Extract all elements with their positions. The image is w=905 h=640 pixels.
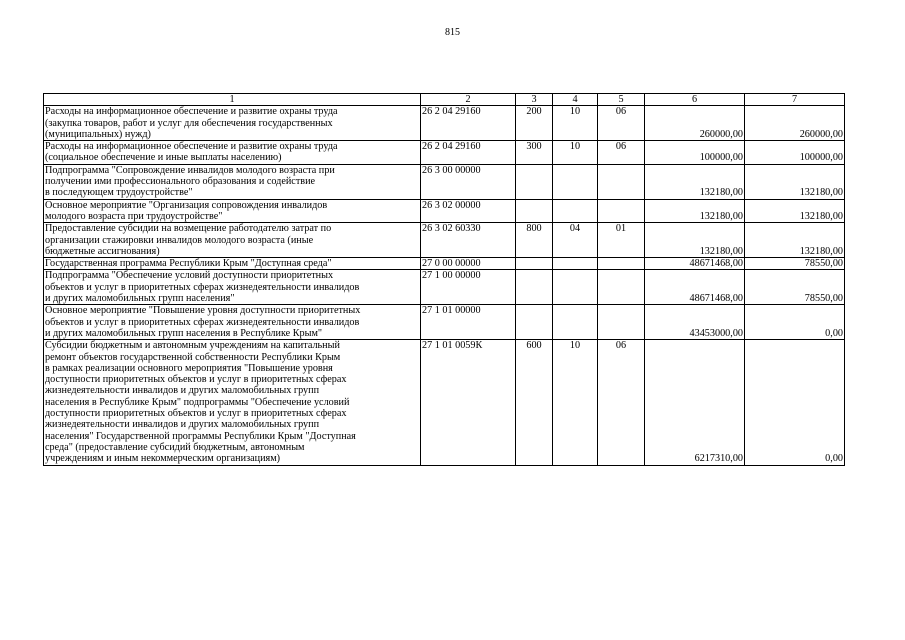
subsection-code bbox=[598, 199, 645, 223]
amount-col-7: 100000,00 bbox=[745, 141, 845, 165]
row-description bbox=[44, 340, 421, 465]
description-line: Основное мероприятие "Организация сопровождения инвалидов bbox=[45, 199, 328, 211]
amount-col-6: 132180,00 bbox=[645, 223, 745, 258]
description-line: доступности приоритетных объектов и услуг в приоритетных сферах bbox=[45, 374, 347, 386]
table-row bbox=[44, 164, 845, 199]
header-row bbox=[44, 94, 845, 106]
table-row bbox=[44, 199, 845, 223]
column-header: 1 bbox=[44, 94, 421, 106]
description-line: объектов и услуг в приоритетных сферах жизнедеятельности инвалидов bbox=[45, 281, 360, 293]
row-description bbox=[44, 270, 421, 305]
section-code: 04 bbox=[553, 223, 598, 258]
amount-col-6: 6217310,00 bbox=[645, 340, 745, 465]
description-line: в рамках реализации основного мероприятия "Повышение уровня bbox=[45, 362, 333, 374]
section-code bbox=[553, 305, 598, 340]
classification-code: 26 3 02 00000 bbox=[421, 199, 516, 223]
section-code: 10 bbox=[553, 141, 598, 165]
description-line: Предоставление субсидии на возмещение работодателю затрат по bbox=[45, 223, 332, 235]
description-line: Расходы на информационное обеспечение и развитие охраны труда bbox=[45, 106, 338, 118]
amount-col-7: 132180,00 bbox=[745, 223, 845, 258]
classification-code: 27 1 01 00000 bbox=[421, 305, 516, 340]
section-code bbox=[553, 199, 598, 223]
classification-code: 26 2 04 29160 bbox=[421, 141, 516, 165]
expense-type-code bbox=[516, 164, 553, 199]
description-line: среда" (предоставление субсидий бюджетным, автономным bbox=[45, 441, 305, 453]
row-description bbox=[44, 199, 421, 223]
subsection-code bbox=[598, 164, 645, 199]
amount-col-6: 260000,00 bbox=[645, 106, 745, 141]
amount-col-7: 132180,00 bbox=[745, 164, 845, 199]
expense-type-code bbox=[516, 199, 553, 223]
amount-col-7: 78550,00 bbox=[745, 258, 845, 270]
column-header: 7 bbox=[745, 94, 845, 106]
expense-type-code bbox=[516, 305, 553, 340]
row-description bbox=[44, 164, 421, 199]
classification-code: 26 2 04 29160 bbox=[421, 106, 516, 141]
description-line: Подпрограмма "Сопровождение инвалидов молодого возраста при bbox=[45, 164, 335, 176]
row-description bbox=[44, 106, 421, 141]
subsection-code: 06 bbox=[598, 141, 645, 165]
amount-col-6: 132180,00 bbox=[645, 164, 745, 199]
column-header: 2 bbox=[421, 94, 516, 106]
amount-col-6: 48671468,00 bbox=[645, 270, 745, 305]
table-row bbox=[44, 106, 845, 141]
amount-col-7: 0,00 bbox=[745, 340, 845, 465]
expense-type-code bbox=[516, 270, 553, 305]
table-row bbox=[44, 223, 845, 258]
amount-col-7: 0,00 bbox=[745, 305, 845, 340]
description-line: получении ими профессионального образования и содействие bbox=[45, 176, 316, 188]
expense-type-code: 800 bbox=[516, 223, 553, 258]
amount-col-7: 260000,00 bbox=[745, 106, 845, 141]
description-line: бюджетные ассигнования) bbox=[45, 245, 160, 257]
description-line: и других маломобильных групп населения в Республике Крым" bbox=[45, 327, 323, 339]
subsection-code: 01 bbox=[598, 223, 645, 258]
section-code bbox=[553, 270, 598, 305]
description-line: (муниципальных) нужд) bbox=[45, 128, 151, 140]
section-code: 10 bbox=[553, 340, 598, 465]
expense-type-code: 300 bbox=[516, 141, 553, 165]
expense-type-code: 200 bbox=[516, 106, 553, 141]
row-description bbox=[44, 141, 421, 165]
description-line: объектов и услуг в приоритетных сферах жизнедеятельности инвалидов bbox=[45, 316, 360, 328]
description-line: и других маломобильных групп населения" bbox=[45, 293, 235, 305]
section-code bbox=[553, 258, 598, 270]
description-line: организации стажировки инвалидов молодого возраста (иные bbox=[45, 234, 314, 246]
row-description bbox=[44, 305, 421, 340]
description-line: жизнедеятельности инвалидов и других маломобильных групп bbox=[45, 419, 320, 431]
description-line: в последующем трудоустройстве" bbox=[45, 187, 193, 199]
description-line: (закупка товаров, работ и услуг для обеспечения государственных bbox=[45, 117, 333, 129]
classification-code: 26 3 00 00000 bbox=[421, 164, 516, 199]
classification-code: 27 1 01 0059К bbox=[421, 340, 516, 465]
description-line: Расходы на информационное обеспечение и развитие охраны труда bbox=[45, 141, 338, 153]
description-line: доступности приоритетных объектов и услуг в приоритетных сферах bbox=[45, 408, 347, 420]
table-row bbox=[44, 340, 845, 465]
subsection-code: 06 bbox=[598, 106, 645, 141]
budget-table bbox=[43, 93, 845, 466]
amount-col-6: 43453000,00 bbox=[645, 305, 745, 340]
description-line: Государственная программа Республики Крым "Доступная среда" bbox=[45, 258, 332, 270]
section-code: 10 bbox=[553, 106, 598, 141]
amount-col-6: 48671468,00 bbox=[645, 258, 745, 270]
column-header: 5 bbox=[598, 94, 645, 106]
description-line: Субсидии бюджетным и автономным учреждениям на капитальный bbox=[45, 340, 340, 352]
amount-col-7: 132180,00 bbox=[745, 199, 845, 223]
column-header: 4 bbox=[553, 94, 598, 106]
description-line: Основное мероприятие "Повышение уровня доступности приоритетных bbox=[45, 305, 361, 317]
description-line: жизнедеятельности инвалидов и других маломобильных групп bbox=[45, 385, 320, 397]
row-description bbox=[44, 223, 421, 258]
table-row bbox=[44, 141, 845, 165]
column-header: 6 bbox=[645, 94, 745, 106]
table-row bbox=[44, 305, 845, 340]
classification-code: 27 1 00 00000 bbox=[421, 270, 516, 305]
table-row bbox=[44, 258, 845, 270]
column-header: 3 bbox=[516, 94, 553, 106]
classification-code: 26 3 02 60330 bbox=[421, 223, 516, 258]
description-line: (социальное обеспечение и иные выплаты населению) bbox=[45, 152, 282, 164]
section-code bbox=[553, 164, 598, 199]
amount-col-6: 100000,00 bbox=[645, 141, 745, 165]
subsection-code: 06 bbox=[598, 340, 645, 465]
subsection-code bbox=[598, 270, 645, 305]
description-line: Подпрограмма "Обеспечение условий доступности приоритетных bbox=[45, 270, 334, 282]
page-number: 815 bbox=[445, 27, 460, 38]
classification-code: 27 0 00 00000 bbox=[421, 258, 516, 270]
row-description bbox=[44, 258, 421, 270]
expense-type-code: 600 bbox=[516, 340, 553, 465]
amount-col-7: 78550,00 bbox=[745, 270, 845, 305]
description-line: населения" Государственной программы Республики Крым "Доступная bbox=[45, 430, 356, 442]
description-line: молодого возраста при трудоустройстве" bbox=[45, 210, 223, 222]
table-row bbox=[44, 270, 845, 305]
description-line: населения в Республике Крым" подпрограммы "Обеспечение условий bbox=[45, 396, 350, 408]
subsection-code bbox=[598, 305, 645, 340]
amount-col-6: 132180,00 bbox=[645, 199, 745, 223]
expense-type-code bbox=[516, 258, 553, 270]
subsection-code bbox=[598, 258, 645, 270]
description-line: ремонт объектов государственной собственности Республики Крым bbox=[45, 351, 341, 363]
description-line: учреждениям и иным некоммерческим организациям) bbox=[45, 453, 281, 465]
